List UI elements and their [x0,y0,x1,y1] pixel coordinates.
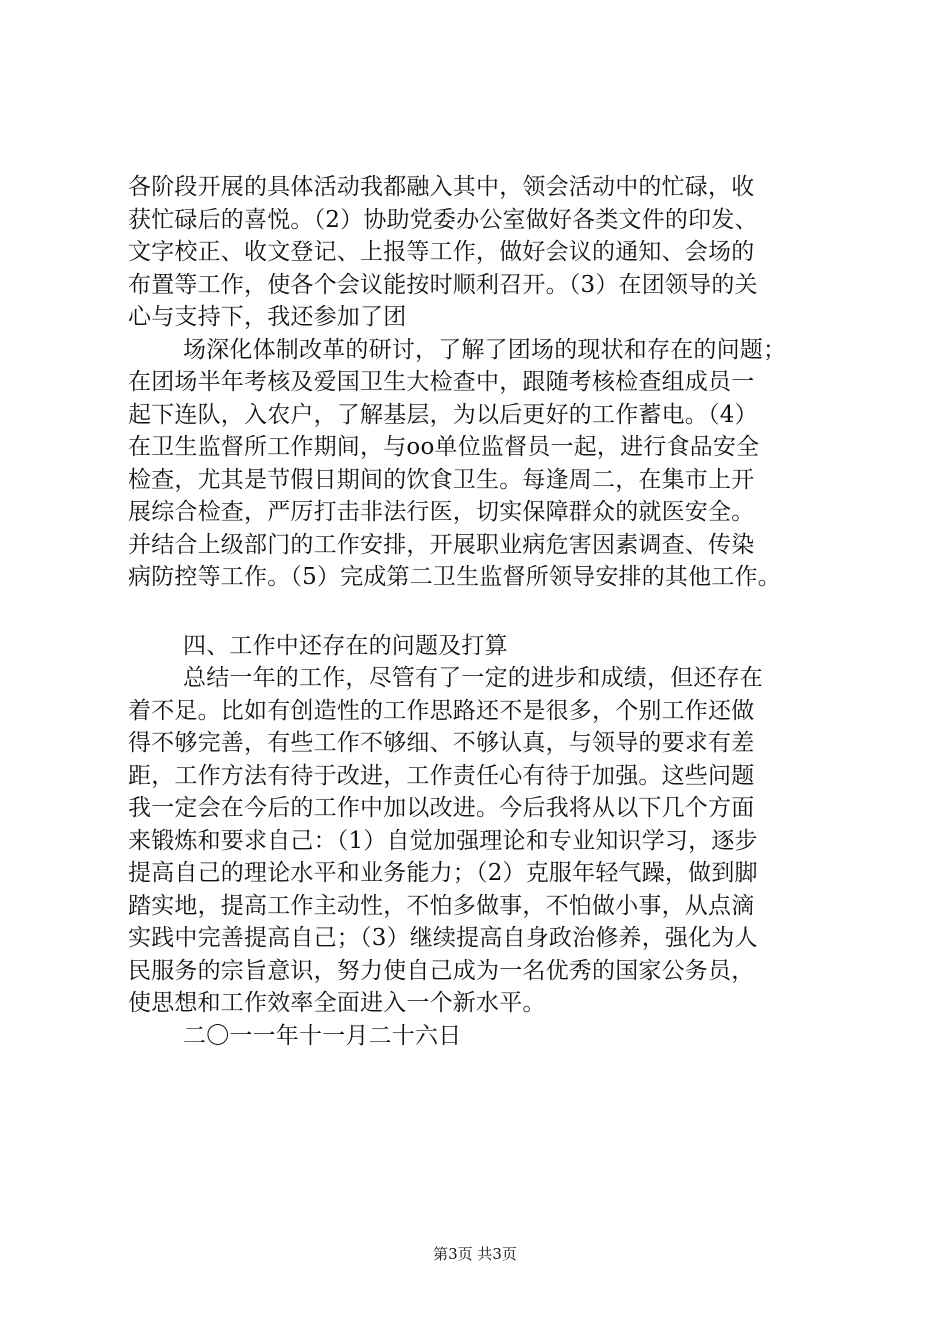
text-line: 检查，尤其是节假日期间的饮食卫生。每逢周二，在集市上开 [128,466,755,493]
text-line: 获忙碌后的喜悦。（2）协助党委办公室做好各类文件的印发、 [128,206,758,233]
text-line: 总结一年的工作，尽管有了一定的进步和成绩，但还存在 [183,665,763,691]
text-line: 并结合上级部门的工作安排，开展职业病危害因素调查、传染 [128,531,755,558]
text-line: 距，工作方法有待于改进，工作责任心有待于加强。这些问题 [128,762,755,789]
text-line: 实践中完善提高自己；（3）继续提高自身政治修养，强化为人 [128,925,758,951]
text-line: 心与支持下，我还参加了团 [128,304,407,330]
paragraph-reform-research [128,334,833,594]
text-line: 提高自己的理论水平和业务能力；（2）克服年轻气躁，做到脚 [128,860,758,886]
text-line: 民服务的宗旨意识，努力使自己成为一名优秀的国家公务员， [128,957,755,984]
text-line: 文字校正、收文登记、上报等工作，做好会议的通知、会场的 [128,239,755,265]
text-line: 布置等工作，使各个会议能按时顺利召开。（3）在团领导的关 [128,271,758,298]
paragraph-gap [128,594,833,630]
text-line: 在卫生监督所工作期间，与oo单位监督员一起，进行食品安全 [128,434,760,460]
page-number-footer: 第3页 共3页 [433,1245,517,1263]
text-line: 得不够完善，有些工作不够细、不够认真，与领导的要求有差 [128,730,755,756]
text-line: 我一定会在今后的工作中加以改进。今后我将从以下几个方面 [128,795,755,821]
text-line: 踏实地，提高工作主动性，不怕多做事，不怕做小事，从点滴 [128,892,755,919]
text-line: 起下连队，入农户，了解基层，为以后更好的工作蓄电。（4） [128,401,758,428]
text-line: 展综合检查，严厉打击非法行医，切实保障群众的就医安全。 [128,499,755,525]
text-line: 场深化体制改革的研讨，了解了团场的现状和存在的问题； [183,336,787,363]
text-line: 着不足。比如有创造性的工作思路还不是很多，个别工作还做 [128,697,755,724]
document-date: 二〇一一年十一月二十六日 [183,1022,462,1049]
section-heading: 四、工作中还存在的问题及打算 [183,632,508,659]
paragraph-problems-plans [128,662,833,1020]
text-line: 使思想和工作效率全面进入一个新水平。 [128,990,546,1016]
text-line: 来锻炼和要求自己：（1）自觉加强理论和专业知识学习，逐步 [128,827,758,854]
text-line: 在团场半年考核及爱国卫生大检查中，跟随考核检查组成员一 [128,369,755,395]
text-line: 病防控等工作。（5）完成第二卫生监督所领导安排的其他工作。 [128,564,781,590]
paragraph-activities [128,171,833,334]
document-body [128,171,833,1052]
text-line: 各阶段开展的具体活动我都融入其中，领会活动中的忙碌，收 [128,174,755,200]
